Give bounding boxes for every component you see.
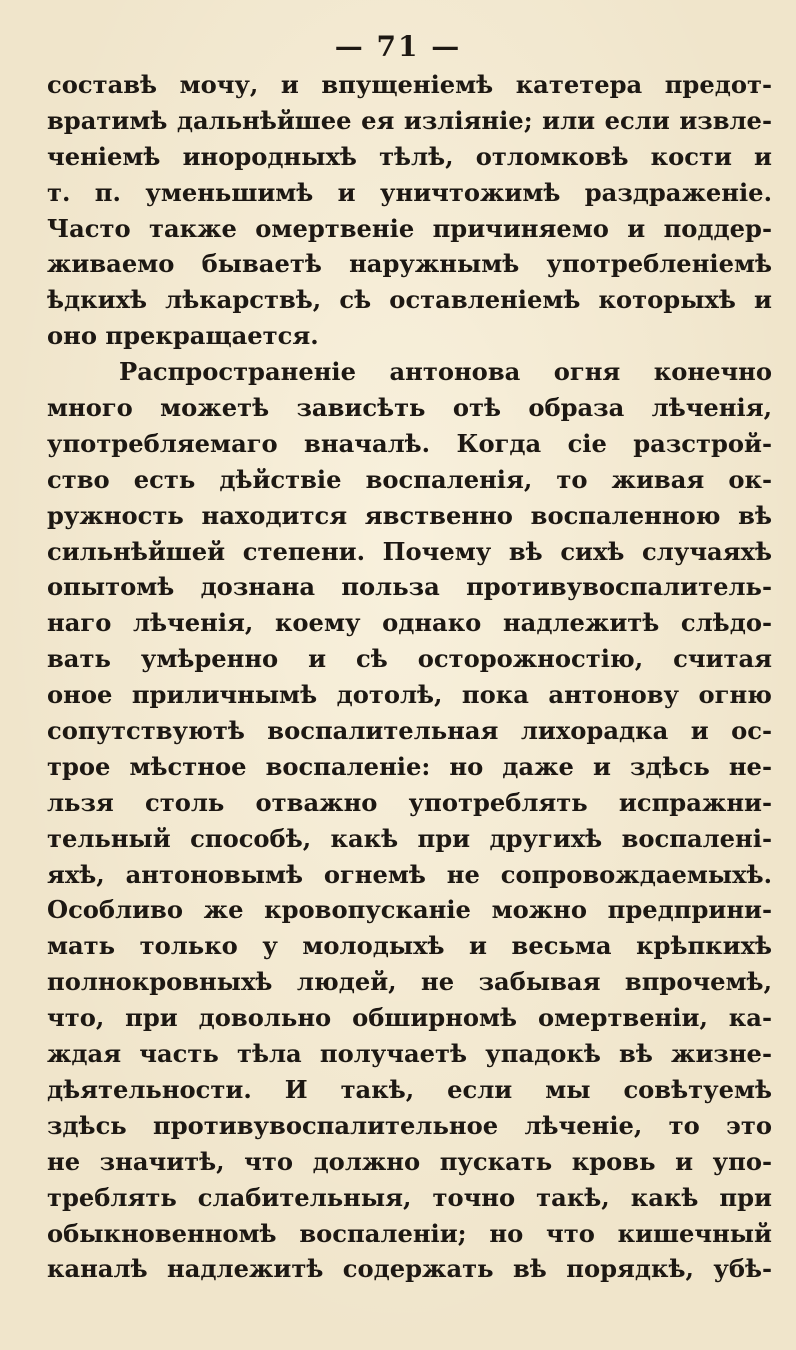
text-line: живаемо бываетѣ наружнымѣ употребленіемѣ <box>47 249 772 279</box>
text-line: треблять слабительныя, точно такѣ, какѣ при <box>47 1182 772 1212</box>
text-line: что, при довольно обширномѣ омертвеніи, ка- <box>47 1003 772 1033</box>
text-line: сопутствуютѣ воспалительная лихорадка и ос- <box>47 716 772 746</box>
text-line: каналѣ надлежитѣ содержать вѣ порядкѣ, убѣ- <box>47 1254 772 1284</box>
text-line: ченіемѣ инородныхѣ тѣлѣ, отломковѣ кости и <box>47 141 772 171</box>
paragraph-end-line: оно прекращается. <box>47 321 319 351</box>
text-line: т. п. уменьшимѣ и уничтожимѣ раздраженіе. <box>47 177 772 207</box>
paragraph-first-line: Распространеніе антонова огня конечно <box>119 357 772 387</box>
page-number: — 71 — <box>334 30 462 63</box>
text-line: Особливо же кровопусканіе можно предприни- <box>47 895 772 925</box>
text-line: трое мѣстное воспаленіе: но даже и здѣсь не- <box>47 751 772 781</box>
text-line: мать только у молодыхѣ и весьма крѣпкихѣ <box>47 931 772 961</box>
text-line: составѣ мочу, и впущеніемѣ катетера предот- <box>47 70 772 99</box>
text-line: ство есть дѣйствіе воспаленія, то живая ок- <box>47 464 772 494</box>
text-line: обыкновенномѣ воспаленіи; но что кишечный <box>47 1218 772 1248</box>
text-line: льзя столь отважно употреблять испражни- <box>47 787 772 817</box>
text-line: употребляемаго вначалѣ. Когда сіе разстрой- <box>47 428 772 458</box>
text-line: оное приличнымѣ дотолѣ, пока антонову огню <box>47 680 772 710</box>
text-line: вать умѣренно и сѣ осторожностію, считая <box>47 644 772 674</box>
text-line: Часто также омертвеніе причиняемо и поддер- <box>47 213 772 243</box>
text-line: вратимѣ дальнѣйшее ея изліяніе; или если извле- <box>47 105 772 135</box>
text-line: наго лѣченія, коему однако надлежитѣ слѣдо- <box>47 608 772 638</box>
text-line: дѣятельности. И такѣ, если мы совѣтуемѣ <box>47 1074 772 1104</box>
text-line: не значитѣ, что должно пускать кровь и упо- <box>47 1146 772 1176</box>
text-line: ждая часть тѣла получаетѣ упадокѣ вѣ жизне- <box>47 1039 772 1069</box>
text-line: ружность находится явственно воспаленною вѣ <box>47 500 772 530</box>
text-line: тельный способѣ, какѣ при другихѣ воспалені- <box>47 823 772 853</box>
text-line: много можетѣ зависѣть отѣ образа лѣченія, <box>47 393 772 423</box>
text-line: опытомѣ дознана польза противувоспалитель- <box>47 572 772 602</box>
text-line: сильнѣйшей степени. Почему вѣ сихѣ случаяхѣ <box>47 536 772 566</box>
text-line: здѣсь противувоспалительное лѣченіе, то это <box>47 1110 772 1140</box>
text-line: яхѣ, антоновымѣ огнемѣ не сопровождаемыхѣ. <box>47 859 772 889</box>
body-text <box>47 67 772 1287</box>
text-line: полнокровныхѣ людей, не забывая впрочемѣ, <box>47 967 772 997</box>
text-line: ѣдкихѣ лѣкарствѣ, сѣ оставленіемѣ которыхѣ и <box>47 285 772 315</box>
